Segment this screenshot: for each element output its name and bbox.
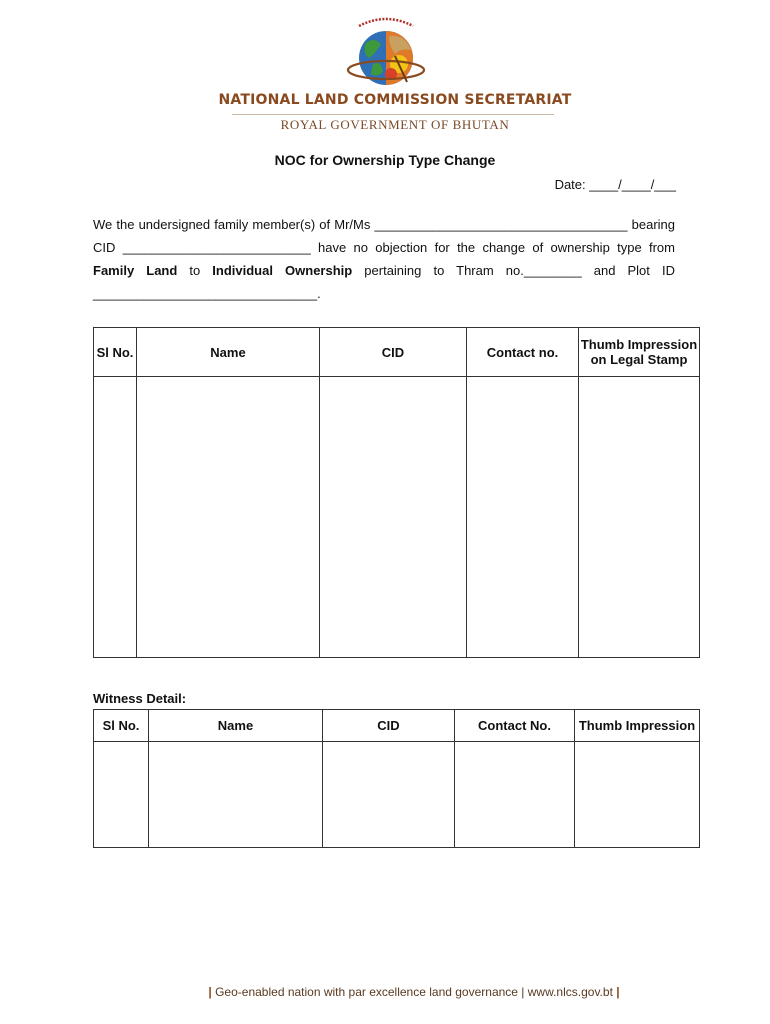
declaration-text-2: to: [177, 263, 213, 278]
table-cell[interactable]: [149, 742, 323, 848]
table-cell[interactable]: [467, 377, 579, 658]
org-subtitle: ROYAL GOVERNMENT OF BHUTAN: [280, 117, 510, 132]
declaration-paragraph: [93, 213, 675, 305]
family-land-term: Family Land: [93, 263, 178, 278]
table-header-row: [94, 710, 700, 742]
header-thumb-impression: Thumb Impression on Legal Stamp: [579, 328, 700, 377]
table-cell[interactable]: [323, 742, 455, 848]
header-contact: Contact No.: [455, 710, 575, 742]
footer-bar-right: |: [616, 985, 620, 999]
table-row: [94, 377, 700, 658]
witness-detail-label: Witness Detail:: [93, 691, 187, 706]
header-cid: CID: [320, 328, 467, 377]
header-divider: [232, 114, 554, 115]
footer-bar-left: |: [208, 985, 212, 999]
table-cell[interactable]: [94, 742, 149, 848]
table-cell[interactable]: [94, 377, 137, 658]
table-cell[interactable]: [579, 377, 700, 658]
date-field: Date: ____/____/___: [554, 177, 676, 192]
header-name: Name: [149, 710, 323, 742]
header-sl-no: Sl No.: [94, 710, 149, 742]
table-cell[interactable]: [455, 742, 575, 848]
members-table: [93, 327, 700, 658]
footer-text: Geo-enabled nation with par excellence land governance | www.nlcs.gov.bt: [211, 985, 617, 999]
header-name: Name: [137, 328, 320, 377]
declaration-text-1: We the undersigned family member(s) of Mr/Ms ___________________________________ bearing CID __________________________ have no objection for the change of ownership type from: [93, 217, 675, 255]
table-cell[interactable]: [575, 742, 700, 848]
document-title: NOC for Ownership Type Change: [274, 152, 496, 168]
header-sl-no: Sl No.: [94, 328, 137, 377]
witness-table: [93, 709, 700, 848]
header-cid: CID: [323, 710, 455, 742]
table-cell[interactable]: [320, 377, 467, 658]
header-thumb-impression: Thumb Impression: [575, 710, 700, 742]
table-row: [94, 742, 700, 848]
org-name: NATIONAL LAND COMMISSION SECRETARIAT: [218, 92, 572, 108]
declaration-text-3: pertaining to Thram no.________ and Plot ID _______________________________.: [93, 263, 675, 301]
table-cell[interactable]: [137, 377, 320, 658]
footer-tagline: [0, 985, 770, 999]
nlcs-logo-icon: [345, 14, 427, 94]
header-contact: Contact no.: [467, 328, 579, 377]
individual-ownership-term: Individual Ownership: [212, 263, 353, 278]
table-header-row: [94, 328, 700, 377]
